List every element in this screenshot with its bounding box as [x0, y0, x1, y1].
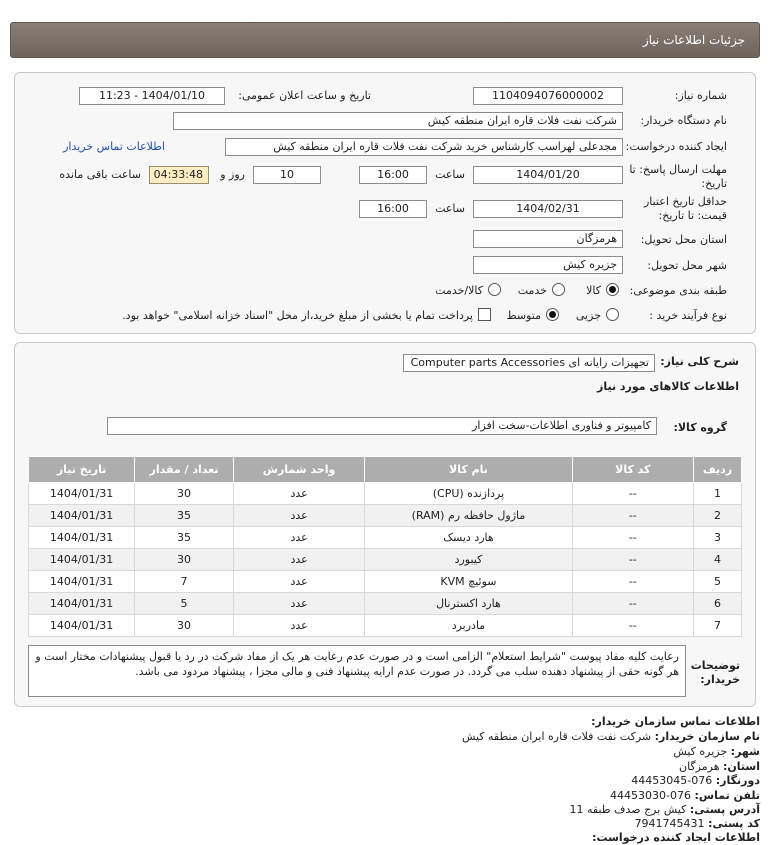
contact-title: اطلاعات تماس سازمان خریدار:: [591, 715, 760, 728]
table-cell: 1404/01/31: [29, 593, 135, 615]
goods-table: [28, 456, 742, 637]
need-info-panel: [14, 72, 756, 334]
table-cell: 2: [693, 505, 741, 527]
table-cell: عدد: [233, 483, 364, 505]
category-goods-label: کالا: [586, 284, 601, 297]
category-goods-radio[interactable]: [606, 283, 619, 296]
table-cell: 1404/01/31: [29, 549, 135, 571]
remaining-time-field: 04:33:48: [149, 166, 209, 184]
notes-label-2: خریدار:: [700, 673, 740, 686]
need-no-label: شماره نیاز:: [674, 89, 727, 102]
table-cell: --: [572, 549, 693, 571]
table-cell: پردازنده (CPU): [365, 483, 572, 505]
table-cell: 5: [135, 593, 234, 615]
announce-field[interactable]: 1404/01/10 - 11:23: [79, 87, 225, 105]
contact-province: استان: هرمزگان: [679, 760, 760, 773]
column-header: تعداد / مقدار: [135, 457, 234, 483]
category-both-label: کالا/خدمت: [435, 284, 483, 297]
province-label: استان محل تحویل:: [640, 233, 727, 246]
table-cell: 1404/01/31: [29, 571, 135, 593]
table-row[interactable]: [29, 615, 742, 637]
days-label: روز و: [220, 168, 245, 181]
city-label: شهر محل تحویل:: [647, 259, 727, 272]
buyer-notes: رعایت کلیه مفاد پیوست "شرایط استعلام" الزامی است و در صورت عدم رعایت هر یک از مفاد شرکت در رد یا قبول پیشنهادات مختار است و هر گونه حقی از پیشنهاد دهنده سلب می گردد. در صورت عدم ارایه پیشنهاد فنی و مالی مجزا ، پیشنهاد مردود می باشد.: [28, 645, 686, 697]
table-cell: 3: [693, 527, 741, 549]
table-row[interactable]: [29, 527, 742, 549]
goods-group-label: گروه کالا:: [673, 421, 727, 434]
table-cell: 30: [135, 483, 234, 505]
table-row[interactable]: [29, 483, 742, 505]
table-cell: مادربرد: [365, 615, 572, 637]
goods-table-body: [29, 483, 742, 637]
deadline-label-1: مهلت ارسال پاسخ: تا: [629, 163, 727, 176]
process-label: نوع فرآیند خرید :: [649, 309, 727, 322]
table-cell: 5: [693, 571, 741, 593]
process-medium-radio[interactable]: [546, 308, 559, 321]
deadline-time-field[interactable]: 16:00: [359, 166, 427, 184]
page-header: [10, 22, 760, 58]
table-cell: 6: [693, 593, 741, 615]
page-title: جزئیات اطلاعات نیاز: [642, 33, 745, 47]
table-cell: 30: [135, 615, 234, 637]
process-medium-label: متوسط: [506, 309, 541, 322]
contact-fax: دورنگار: 076-44453045: [631, 774, 760, 787]
contact-org: نام سازمان خریدار: شرکت نفت فلات قاره ایران منطقه کیش: [461, 730, 760, 743]
table-cell: سوئیچ KVM: [365, 571, 572, 593]
column-header: کد کالا: [572, 457, 693, 483]
announce-label: تاریخ و ساعت اعلان عمومی:: [238, 89, 371, 102]
table-cell: --: [572, 527, 693, 549]
table-cell: 7: [693, 615, 741, 637]
validity-date-field[interactable]: 1404/02/31: [473, 200, 623, 218]
process-partial-radio[interactable]: [606, 308, 619, 321]
treasury-payment-checkbox[interactable]: [478, 308, 491, 321]
column-header: ردیف: [693, 457, 741, 483]
table-cell: عدد: [233, 527, 364, 549]
category-both-radio[interactable]: [488, 283, 501, 296]
table-cell: عدد: [233, 505, 364, 527]
table-cell: هارد اکسترنال: [365, 593, 572, 615]
process-partial-label: جزیی: [575, 309, 601, 322]
table-cell: --: [572, 615, 693, 637]
category-service-radio[interactable]: [552, 283, 565, 296]
table-cell: عدد: [233, 615, 364, 637]
creator-info-title: اطلاعات ایجاد کننده درخواست:: [592, 831, 760, 844]
table-cell: عدد: [233, 571, 364, 593]
contact-postal: کد پستی: 7941745431: [634, 817, 760, 830]
table-cell: 1404/01/31: [29, 483, 135, 505]
buyer-field[interactable]: شرکت نفت فلات قاره ایران منطقه کیش: [173, 112, 623, 130]
table-row[interactable]: [29, 505, 742, 527]
table-row[interactable]: [29, 593, 742, 615]
days-field[interactable]: 10: [253, 166, 321, 184]
treasury-payment-note: پرداخت تمام یا بخشی از مبلغ خرید،از محل "اسناد خزانه اسلامی" خواهد بود.: [122, 309, 473, 322]
table-cell: 7: [135, 571, 234, 593]
validity-time-label: ساعت: [435, 202, 465, 215]
table-row[interactable]: [29, 549, 742, 571]
table-cell: هارد دیسک: [365, 527, 572, 549]
table-cell: --: [572, 483, 693, 505]
table-cell: 1404/01/31: [29, 527, 135, 549]
notes-label-1: توضیحات: [690, 659, 740, 672]
city-field[interactable]: جزیره کیش: [473, 256, 623, 274]
summary-label: شرح کلی نیاز:: [660, 355, 739, 368]
deadline-time-label: ساعت: [435, 168, 465, 181]
goods-section-title: اطلاعات کالاهای مورد نیاز: [597, 380, 739, 393]
table-cell: کیبورد: [365, 549, 572, 571]
category-service-label: خدمت: [517, 284, 547, 297]
goods-table-header: [29, 457, 742, 483]
column-header: تاریخ نیاز: [29, 457, 135, 483]
column-header: واحد شمارش: [233, 457, 364, 483]
table-cell: --: [572, 505, 693, 527]
goods-group-field[interactable]: کامپیوتر و فناوری اطلاعات-سخت افزار: [107, 417, 657, 435]
table-cell: --: [572, 571, 693, 593]
deadline-label-2: تاریخ:: [701, 177, 727, 190]
table-cell: 1404/01/31: [29, 615, 135, 637]
contact-city: شهر: جزیره کیش: [673, 745, 760, 758]
buyer-label: نام دستگاه خریدار:: [640, 114, 727, 127]
validity-time-field[interactable]: 16:00: [359, 200, 427, 218]
table-cell: 1404/01/31: [29, 505, 135, 527]
table-cell: --: [572, 593, 693, 615]
contact-address: آدرس پستی: کیش برج صدف طبقه 11: [569, 803, 760, 816]
remaining-label: ساعت باقی مانده: [59, 168, 141, 181]
validity-label-1: حداقل تاریخ اعتبار: [643, 195, 727, 208]
table-cell: 30: [135, 549, 234, 571]
province-field[interactable]: هرمزگان: [473, 230, 623, 248]
creator-label: ایجاد کننده درخواست:: [625, 140, 727, 153]
table-cell: 35: [135, 527, 234, 549]
table-cell: عدد: [233, 549, 364, 571]
need-no-field[interactable]: 1104094076000002: [473, 87, 623, 105]
column-header: نام کالا: [365, 457, 572, 483]
table-cell: 1: [693, 483, 741, 505]
table-cell: ماژول حافظه رم (RAM): [365, 505, 572, 527]
deadline-date-field[interactable]: 1404/01/20: [473, 166, 623, 184]
table-row[interactable]: [29, 571, 742, 593]
table-cell: 4: [693, 549, 741, 571]
table-cell: عدد: [233, 593, 364, 615]
summary-field[interactable]: تجهیزات رایانه ای Computer parts Accessories: [403, 354, 655, 372]
category-label: طبقه بندی موضوعی:: [629, 284, 727, 297]
validity-label-2: قیمت: تا تاریخ:: [658, 209, 727, 222]
buyer-contact-link[interactable]: اطلاعات تماس خریدار: [63, 140, 165, 153]
table-cell: 35: [135, 505, 234, 527]
contact-phone: تلفن تماس: 076-44453030: [610, 789, 760, 802]
creator-field[interactable]: مجدعلی لهراسب کارشناس خرید شرکت نفت فلات قاره ایران منطقه کیش: [225, 138, 623, 156]
